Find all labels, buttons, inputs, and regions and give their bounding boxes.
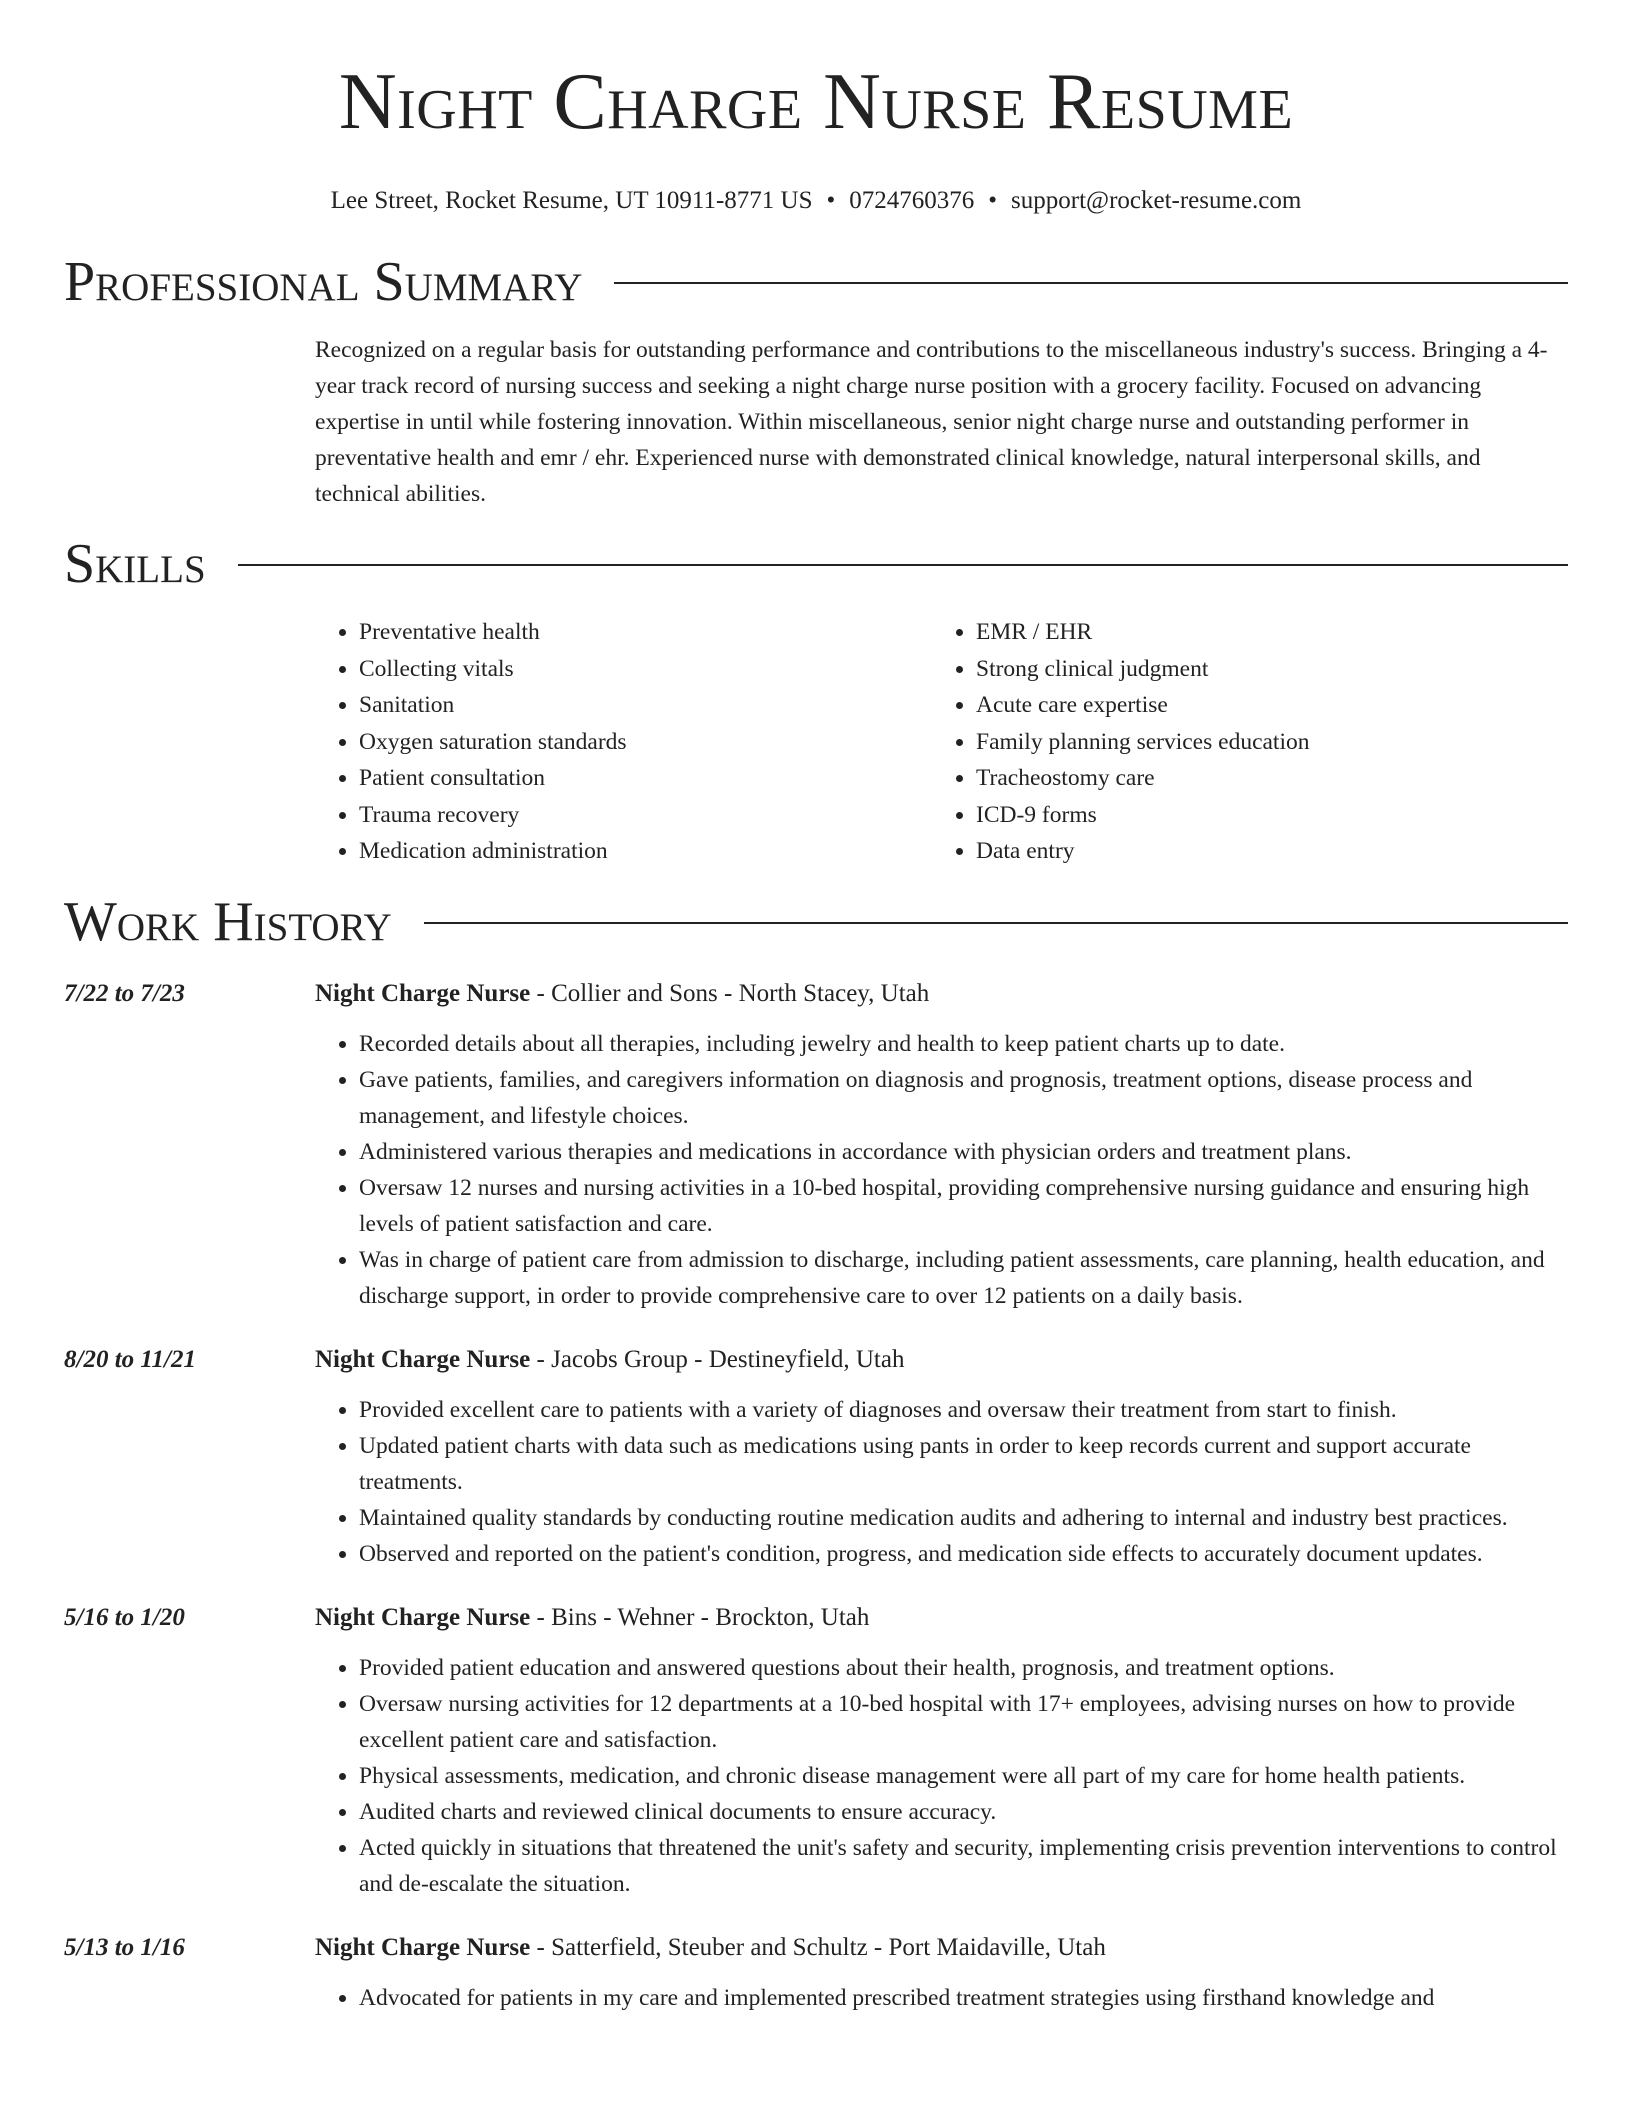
job-body <box>315 1600 1568 1902</box>
section-title: Work History <box>64 890 392 953</box>
job-entry <box>64 1600 1568 1902</box>
job-title: Night Charge Nurse <box>315 1345 531 1373</box>
job-title: Night Charge Nurse <box>315 979 531 1007</box>
work-history-list <box>64 976 1568 2016</box>
job-bullet: • Provided excellent care to patients with a variety of diagnoses and oversaw their treatment from start to finish. <box>359 1392 1568 1428</box>
job-bullet: • Observed and reported on the patient's condition, progress, and medication side effects to accurately document updates. <box>359 1536 1568 1572</box>
section-title: Professional Summary <box>64 251 583 313</box>
contact-address: Lee Street, Rocket Resume, UT 10911-8771 US <box>330 187 813 214</box>
skill-item: • Family planning services education <box>976 724 1310 761</box>
job-heading <box>315 1342 1568 1378</box>
job-body <box>315 976 1568 1314</box>
summary-section-header <box>64 251 1568 313</box>
work-history-section-header <box>64 890 1568 953</box>
contact-separator: • <box>988 187 998 214</box>
job-heading <box>315 1930 1568 1966</box>
skill-item: • Data entry <box>976 833 1310 870</box>
job-dates: 5/16 to 1/20 <box>64 1603 185 1631</box>
skill-item: • Collecting vitals <box>359 651 932 688</box>
skill-item: • EMR / EHR <box>976 614 1310 651</box>
job-body <box>315 1342 1568 1572</box>
contact-line <box>64 186 1568 216</box>
job-bullet: • Oversaw nursing activities for 12 departments at a 10-bed hospital with 17+ employees, advising nurses on how to provide excellent patient care and satisfaction. <box>359 1686 1568 1758</box>
job-employer-location: - Satterfield, Steuber and Schultz - Port Maidaville, Utah <box>530 1933 1106 1961</box>
professional-summary-text: Recognized on a regular basis for outstanding performance and contributions to the miscellaneous industry's success. Bringing a 4-year track record of nursing success and seeking a night charge nurse position with a grocery facility. Focused on advancing expertise in until while fostering innovation. Within miscellaneous, senior night charge nurse and outstanding performer in preventative health and emr / ehr. Experienced nurse with demonstrated clinical knowledge, natural interpersonal skills, and technical abilities. <box>315 337 1548 507</box>
job-bullet: • Oversaw 12 nurses and nursing activities in a 10-bed hospital, providing comprehensive nursing guidance and ensuring high levels of patient satisfaction and care. <box>359 1170 1568 1242</box>
job-bullet: • Maintained quality standards by conducting routine medication audits and adhering to internal and industry best practices. <box>359 1500 1568 1536</box>
job-heading <box>315 976 1568 1012</box>
skills-column-1 <box>315 614 932 870</box>
job-bullet: • Acted quickly in situations that threatened the unit's safety and security, implementing crisis prevention interventions to control and de-escalate the situation. <box>359 1830 1568 1902</box>
section-divider <box>424 922 1568 924</box>
job-bullet: • Advocated for patients in my care and implemented prescribed treatment strategies using firsthand knowledge and <box>359 1980 1568 2016</box>
job-body <box>315 1930 1568 2016</box>
skill-item: • Medication administration <box>359 833 932 870</box>
skills-column-2 <box>932 614 1310 870</box>
job-heading <box>315 1600 1568 1636</box>
job-entry <box>64 976 1568 1314</box>
job-entry <box>64 1342 1568 1572</box>
job-bullet: • Updated patient charts with data such as medications using pants in order to keep records current and support accurate treatments. <box>359 1428 1568 1500</box>
skill-item: • Preventative health <box>359 614 932 651</box>
skill-item: • Sanitation <box>359 687 932 724</box>
job-bullet: • Administered various therapies and medications in accordance with physician orders and treatment plans. <box>359 1134 1568 1170</box>
skill-item: • ICD-9 forms <box>976 797 1310 834</box>
job-bullets <box>315 1650 1568 1902</box>
section-divider <box>614 282 1568 284</box>
skill-item: • Trauma recovery <box>359 797 932 834</box>
job-bullets <box>315 1980 1568 2016</box>
contact-phone: 0724760376 <box>849 187 975 214</box>
job-employer-location: - Collier and Sons - North Stacey, Utah <box>530 979 930 1007</box>
job-bullets <box>315 1026 1568 1314</box>
job-dates: 7/22 to 7/23 <box>64 979 185 1007</box>
contact-email: support@rocket-resume.com <box>1011 187 1302 214</box>
job-title: Night Charge Nurse <box>315 1603 531 1631</box>
job-employer-location: - Jacobs Group - Destineyfield, Utah <box>530 1345 905 1373</box>
skill-item: • Strong clinical judgment <box>976 651 1310 688</box>
job-bullet: • Audited charts and reviewed clinical documents to ensure accuracy. <box>359 1794 1568 1830</box>
skill-item: • Acute care expertise <box>976 687 1310 724</box>
job-entry <box>64 1930 1568 2016</box>
job-bullet: • Physical assessments, medication, and chronic disease management were all part of my care for home health patients. <box>359 1758 1568 1794</box>
job-bullets <box>315 1392 1568 1572</box>
job-title: Night Charge Nurse <box>315 1933 531 1961</box>
section-title: Skills <box>64 533 206 595</box>
skills-list <box>315 614 1568 870</box>
job-dates: 5/13 to 1/16 <box>64 1933 185 1961</box>
skills-section-header <box>64 533 1568 595</box>
job-bullet: • Recorded details about all therapies, including jewelry and health to keep patient charts up to date. <box>359 1026 1568 1062</box>
skill-item: • Patient consultation <box>359 760 932 797</box>
skill-item: • Tracheostomy care <box>976 760 1310 797</box>
job-bullet: • Gave patients, families, and caregivers information on diagnosis and prognosis, treatment options, disease process and management, and lifestyle choices. <box>359 1062 1568 1134</box>
job-bullet: • Provided patient education and answered questions about their health, prognosis, and treatment options. <box>359 1650 1568 1686</box>
resume-name: Night Charge Nurse Resume <box>338 58 1294 146</box>
contact-separator: • <box>826 187 836 214</box>
job-dates: 8/20 to 11/21 <box>64 1345 196 1373</box>
section-divider <box>238 564 1568 566</box>
skill-item: • Oxygen saturation standards <box>359 724 932 761</box>
job-bullet: • Was in charge of patient care from admission to discharge, including patient assessments, care planning, health education, and discharge support, in order to provide comprehensive care to over 12 patients on a daily basis. <box>359 1242 1568 1314</box>
job-employer-location: - Bins - Wehner - Brockton, Utah <box>530 1603 870 1631</box>
